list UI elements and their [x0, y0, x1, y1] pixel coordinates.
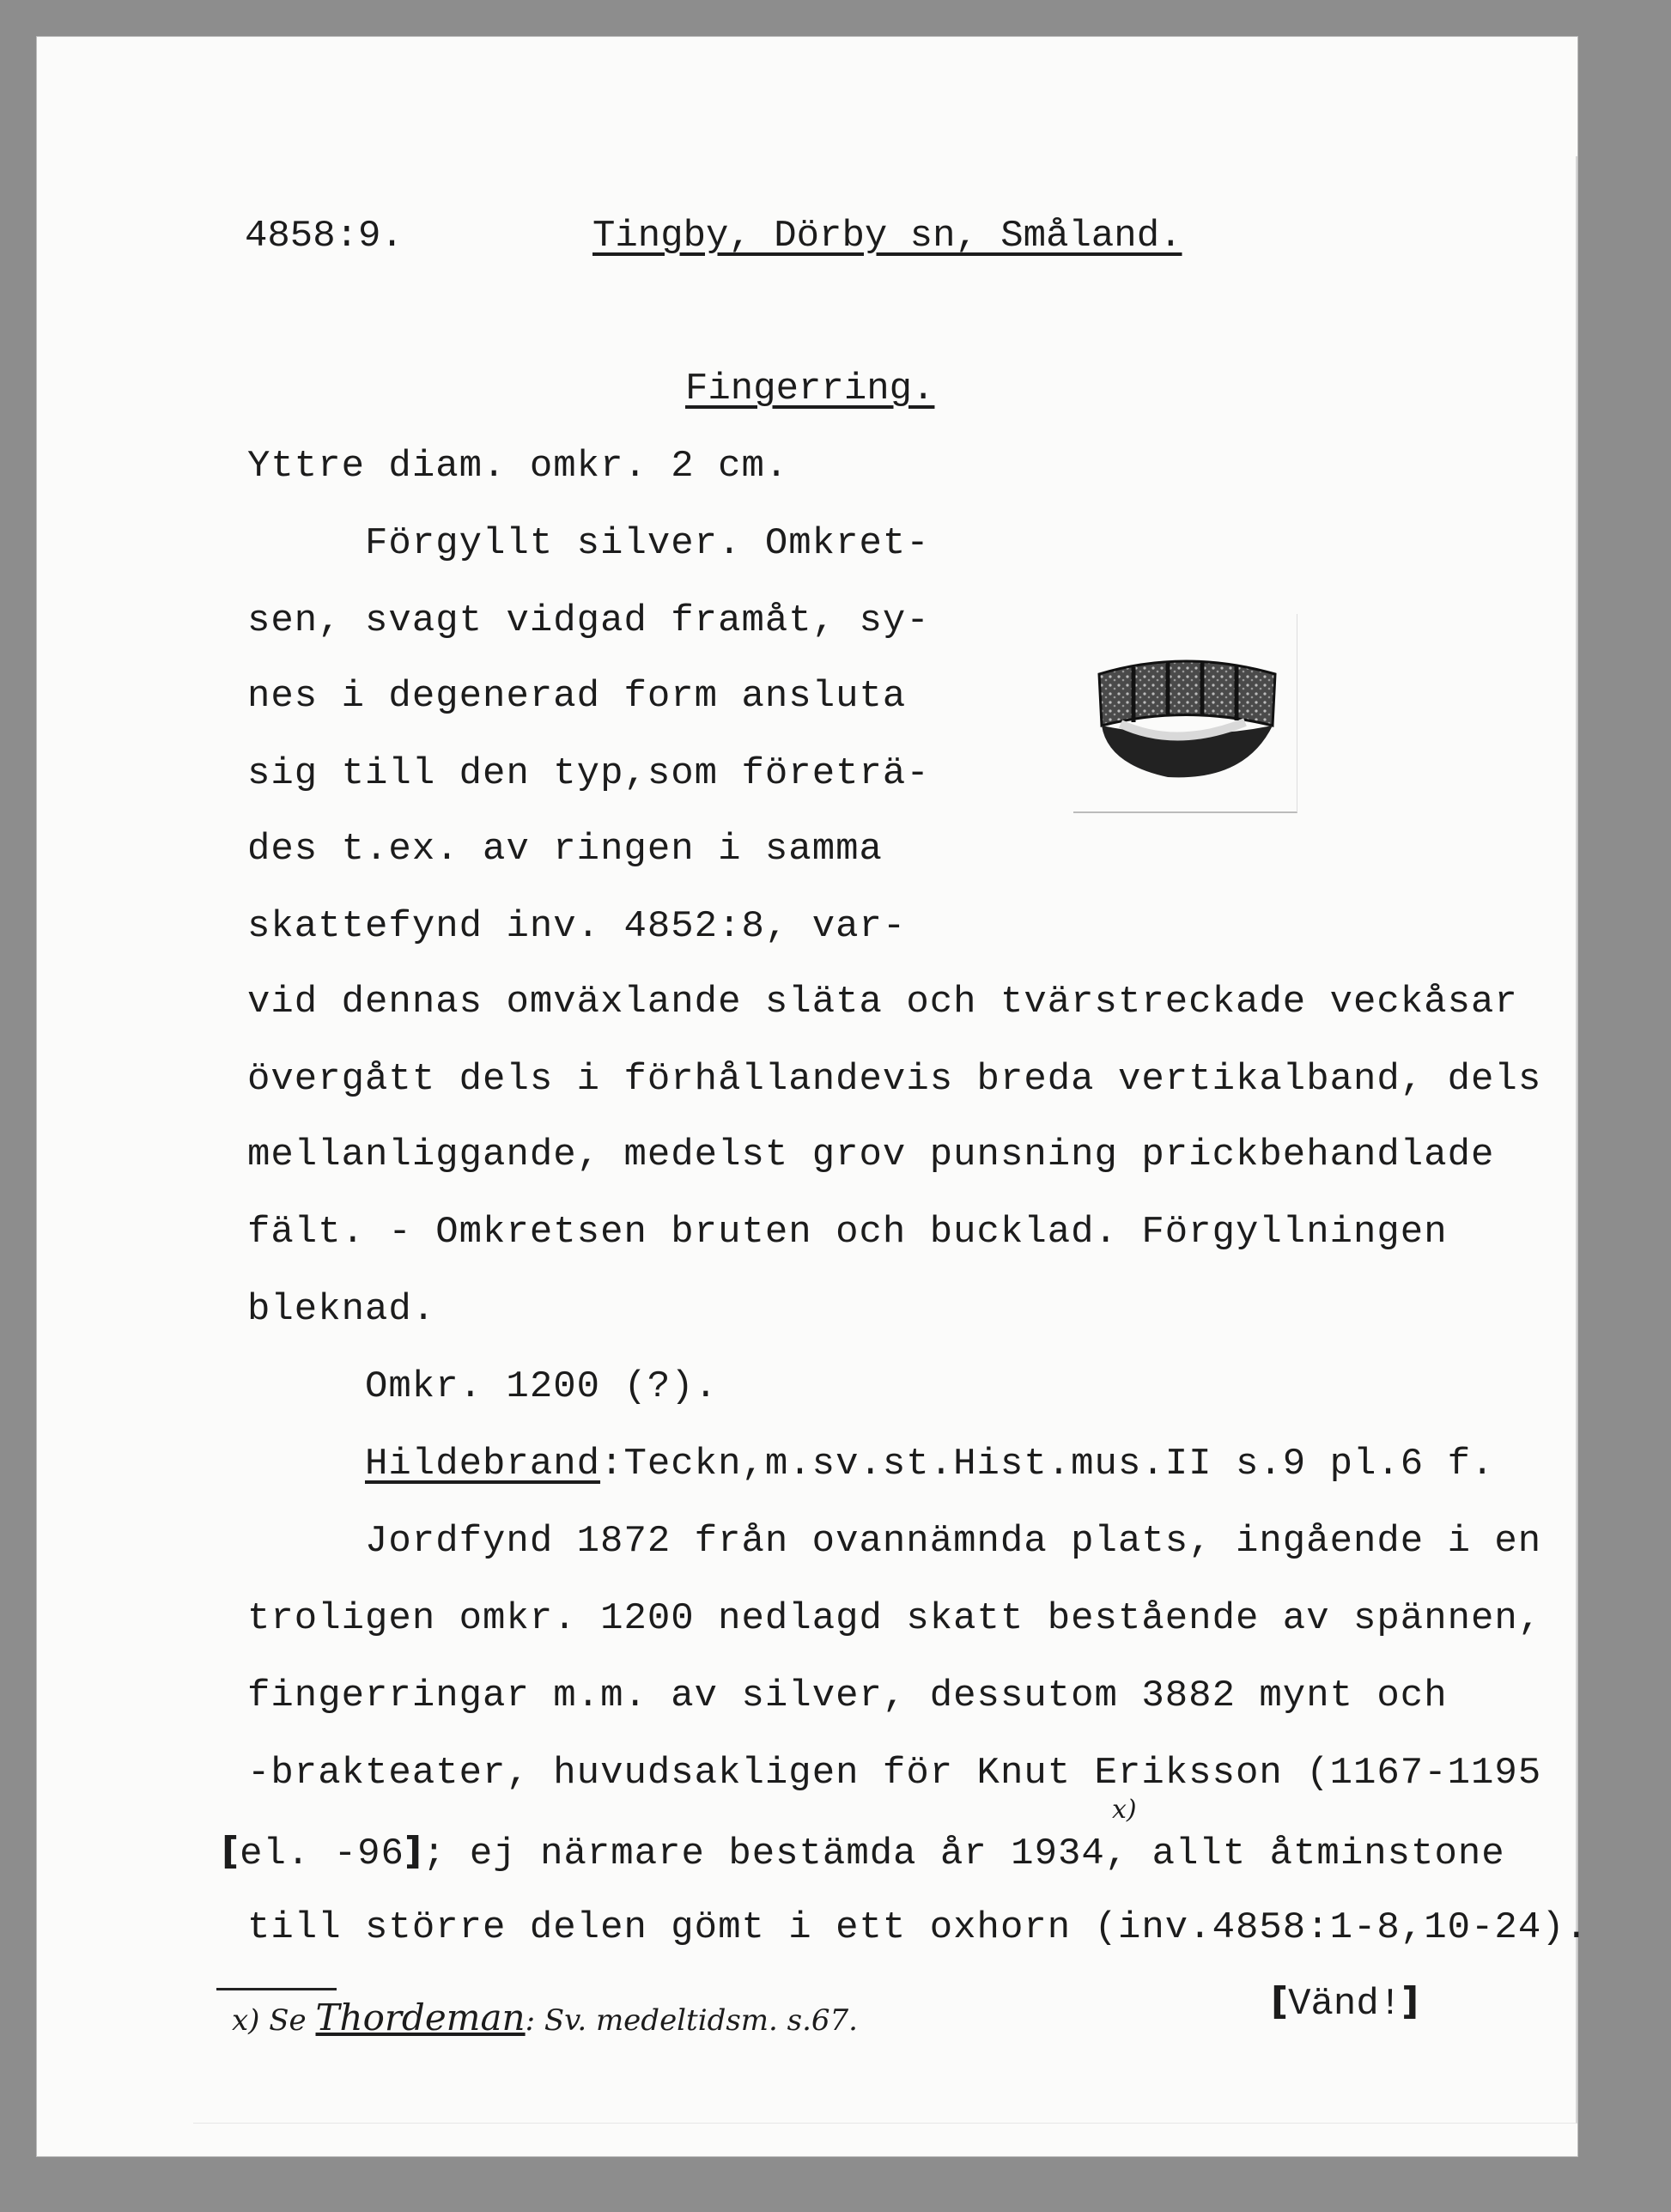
reference-text: :Teckn,m.sv.st.Hist.mus.II s.9 pl.6 f. [600, 1443, 1495, 1486]
reference-author: Hildebrand [365, 1443, 601, 1486]
reference-line [365, 1443, 1494, 1486]
description-line: skattefynd inv. 4852:8, var- [247, 905, 907, 948]
footnote-prefix: Se [269, 2003, 316, 2038]
left-bracket-glyph: [ [1271, 1979, 1289, 2023]
ring-image [1073, 614, 1297, 811]
footnote-marker: x) [232, 2003, 260, 2038]
ring-photograph [1073, 614, 1297, 813]
find-line: till större delen gömt i ett oxhorn (inv.4858:1-8,10-24). [247, 1906, 1589, 1949]
right-bracket-glyph: ] [1401, 1979, 1419, 2023]
object-title: Fingerring. [685, 368, 935, 410]
find-line-text: el. -96 [240, 1832, 404, 1875]
find-line: troligen omkr. 1200 nedlagd skatt bestående av spännen, [247, 1597, 1542, 1640]
description-line: nes i degenerad form ansluta [247, 675, 907, 718]
description-line: Förgyllt silver. Omkret- [365, 522, 930, 565]
description-line: fält. - Omkretsen bruten och bucklad. Förgyllningen [247, 1211, 1448, 1254]
find-line: Jordfynd 1872 från ovannämnda plats, ingående i en [365, 1520, 1542, 1563]
description-line: sig till den typ,som företrä- [247, 752, 930, 795]
description-line: vid dennas omväxlande släta och tvärstreckade veckåsar [247, 981, 1518, 1024]
turn-over-note [1271, 1979, 1419, 2026]
find-location: Tingby, Dörby sn, Småland. [592, 215, 1182, 258]
footnote [232, 1996, 858, 2039]
footnote-marker: x) [1112, 1795, 1137, 1825]
find-line [222, 1829, 1505, 1875]
diameter-line: Yttre diam. omkr. 2 cm. [247, 445, 789, 488]
description-line: mellanliggande, medelst grov punsning prickbehandlade [247, 1133, 1495, 1176]
footnote-text: : Sv. medeltidsm. s.67. [525, 2003, 858, 2038]
find-line-text: ; ej närmare bestämda år 1934 [422, 1832, 1105, 1875]
dating-line: Omkr. 1200 (?). [365, 1365, 719, 1408]
find-line-text: , allt åtminstone [1104, 1832, 1505, 1875]
description-line: övergått dels i förhållandevis breda vertikalband, dels [247, 1058, 1542, 1101]
description-line: des t.ex. av ringen i samma [247, 828, 883, 871]
description-line: bleknad. [247, 1288, 436, 1331]
description-line: sen, svagt vidgad framåt, sy- [247, 599, 930, 642]
find-line: fingerringar m.m. av silver, dessutom 3882 mynt och [247, 1674, 1448, 1717]
right-bracket-glyph: ] [404, 1829, 423, 1873]
inventory-number: 4858:9. [245, 215, 404, 258]
footnote-author: Thordeman [315, 1996, 526, 2039]
footnote-rule [216, 1988, 337, 1990]
left-bracket-glyph: [ [222, 1829, 240, 1873]
turn-over-text: Vänd! [1288, 1983, 1402, 2026]
find-line: -brakteater, huvudsakligen för Knut Eriksson (1167-1195 [247, 1752, 1542, 1795]
